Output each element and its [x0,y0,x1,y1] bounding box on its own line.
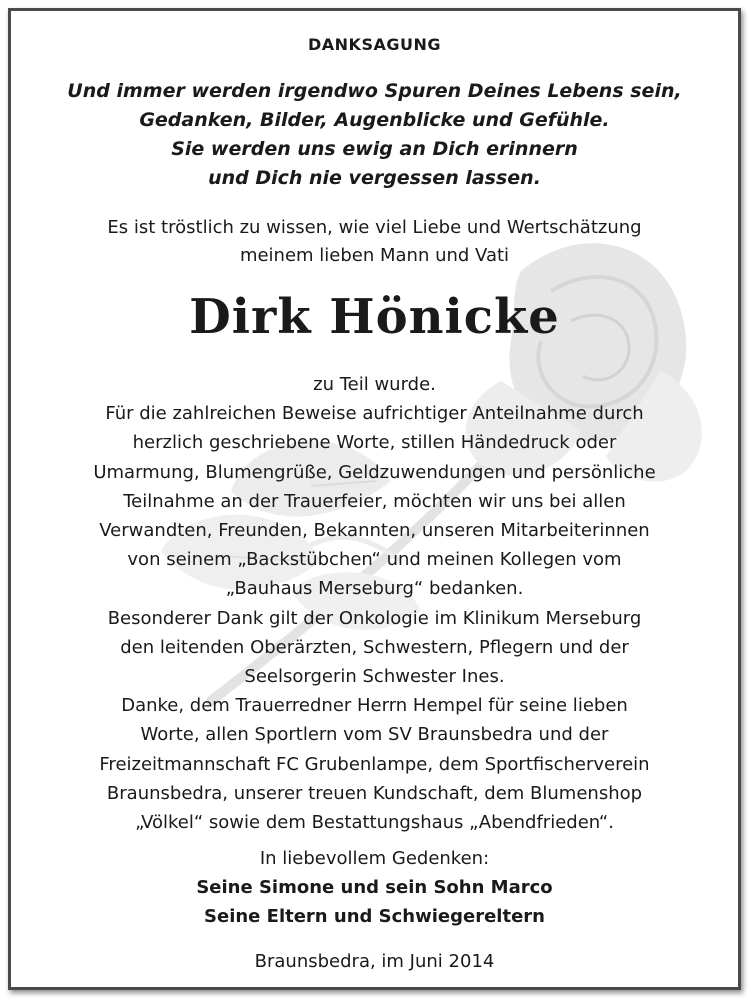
place-date: Braunsbedra, im Juni 2014 [254,951,495,972]
body-line: von seinem „Backstübchen“ und meinen Kollegen vom [127,549,622,571]
poem-line: und Dich nie vergessen lassen. [208,167,541,189]
intro-line: Es ist tröstlich zu wissen, wie viel Liebe und Wertschätzung [107,217,642,238]
intro-line: meinem lieben Mann und Vati [239,245,510,266]
body-line: Freizeitmannschaft FC Grubenlampe, dem Sportfischerverein [99,753,650,775]
poem-line: Sie werden uns ewig an Dich erinnern [171,138,578,160]
body-line: Teilnahme an der Trauerfeier, möchten wir uns bei allen [123,490,626,512]
deceased-name: Dirk Hönicke [189,289,560,345]
body-line: Verwandten, Freunden, Bekannten, unseren Mitarbeiterinnen [99,520,650,542]
body-line: „Völkel“ sowie dem Bestattungshaus „Abendfrieden“. [135,812,614,834]
body-line: Seelsorgerin Schwester Ines. [244,666,505,688]
signers [11,873,738,931]
body-line: „Bauhaus Merseburg“ bedanken. [225,578,524,600]
body-line: herzlich geschriebene Worte, stillen Händedruck oder [132,432,617,454]
poem-line: Gedanken, Bilder, Augenblicke und Gefühle. [139,109,610,131]
body-line: Braunsbedra, unserer treuen Kundschaft, dem Blumenshop [106,782,643,804]
body-line: Für die zahlreichen Beweise aufrichtiger Anteilnahme durch [105,403,644,425]
obituary-card [8,8,741,990]
heading: DANKSAGUNG [307,35,441,54]
closing-phrase: In liebevollem Gedenken: [259,848,490,869]
body-line: Umarmung, Blumengrüße, Geldzuwendungen und persönliche [93,461,656,483]
signer-line: Seine Eltern und Schwiegereltern [204,906,545,927]
body-line: den leitenden Oberärzten, Schwestern, Pflegern und der [120,636,629,658]
body-line: Danke, dem Trauerredner Herrn Hempel für seine lieben [121,695,628,717]
thanks-body [11,370,738,837]
body-line: zu Teil wurde. [313,374,436,395]
poem-quote [11,77,738,193]
body-line: Worte, allen Sportlern vom SV Braunsbedra und der [140,724,609,746]
signer-line: Seine Simone und sein Sohn Marco [196,877,553,898]
body-line: Besonderer Dank gilt der Onkologie im Klinikum Merseburg [107,607,642,629]
intro-text [11,214,738,270]
poem-line: Und immer werden irgendwo Spuren Deines Lebens sein, [67,80,682,102]
